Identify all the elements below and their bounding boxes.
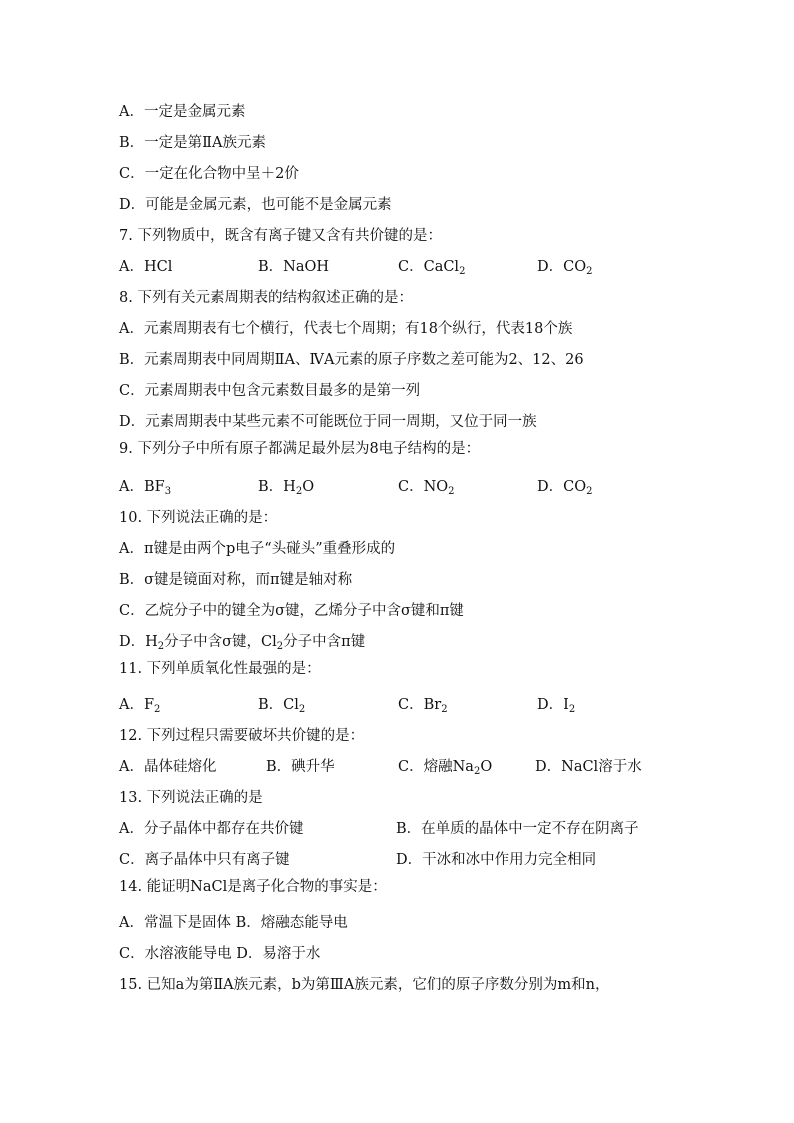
q6-option-a: A．一定是金属元素 <box>119 104 246 120</box>
q11-option-a: A．$F_2$ <box>119 697 161 715</box>
q9-option-d: D．$CO_2$ <box>537 479 593 497</box>
q13-option-a: A．分子晶体中都存在共价键 <box>119 821 304 837</box>
q8-stem: 8. 下列有关元素周期表的结构叙述正确的是： <box>119 290 413 306</box>
q8-option-b: B．元素周期表中同周期ⅡA、ⅣA元素的原子序数之差可能为2、12、26 <box>119 352 584 368</box>
q9-stem: 9. 下列分子中所有原子都满足最外层为8电子结构的是： <box>119 441 481 457</box>
q13-option-c: C．离子晶体中只有离子键 <box>119 852 290 868</box>
q14-options-row2: C．水溶液能导电 D．易溶于水 <box>119 946 321 962</box>
q9-option-b: B．$H_2O$ <box>258 479 315 497</box>
q10-option-a: A．π键是由两个p电子“头碰头”重叠形成的 <box>119 541 396 557</box>
q12-option-d: D．NaCl溶于水 <box>535 759 642 775</box>
q12-option-b: B．碘升华 <box>266 759 335 775</box>
q7-option-c: C．CaCl$_2$ <box>398 259 466 277</box>
q6-option-b: B．一定是第ⅡA族元素 <box>119 135 266 151</box>
q7-option-d: D．$CO_2$ <box>537 259 593 277</box>
q8-option-d: D．元素周期表中某些元素不可能既位于同一周期，又位于同一族 <box>119 414 537 430</box>
q11-option-c: C．$Br_2$ <box>398 697 448 715</box>
q9-option-c: C．$NO_2$ <box>398 479 455 497</box>
q12-option-a: A．晶体硅熔化 <box>119 759 217 775</box>
q7-option-a: A．HCl <box>119 259 173 275</box>
q6-option-c: C．一定在化合物中呈＋2价 <box>119 166 299 182</box>
q12-stem: 12. 下列过程只需要破坏共价键的是： <box>119 728 365 744</box>
q10-stem: 10. 下列说法正确的是： <box>119 510 278 526</box>
q10-option-d: D．$H_2$分子中含σ键，$Cl_2$分子中含π键 <box>119 634 366 652</box>
q14-options-row1: A．常温下是固体 B．熔融态能导电 <box>119 915 348 931</box>
q7-option-b: B．NaOH <box>258 259 330 275</box>
q14-stem: 14. 能证明NaCl是离子化合物的事实是： <box>119 879 387 895</box>
q7-stem: 7. 下列物质中，既含有离子键又含有共价键的是： <box>119 228 442 244</box>
q10-option-c: C．乙烷分子中的键全为σ键，乙烯分子中含σ键和π键 <box>119 603 464 619</box>
q13-stem: 13. 下列说法正确的是 <box>119 790 263 806</box>
q13-option-d: D．干冰和冰中作用力完全相同 <box>396 852 597 868</box>
q15-stem: 15. 已知a为第ⅡA族元素，b为第ⅢA族元素，它们的原子序数分别为m和n， <box>119 977 610 993</box>
q11-stem: 11. 下列单质氧化性最强的是： <box>119 661 321 677</box>
q8-option-c: C．元素周期表中包含元素数目最多的是第一列 <box>119 383 421 399</box>
q9-option-a: A．$BF_3$ <box>119 479 172 497</box>
q11-option-d: D．$I_2$ <box>537 697 576 715</box>
q12-option-c: C．熔融$Na_2O$ <box>398 759 493 777</box>
q13-option-b: B．在单质的晶体中一定不存在阴离子 <box>396 821 639 837</box>
q10-option-b: B．σ键是镜面对称，而π键是轴对称 <box>119 572 353 588</box>
q6-option-d: D．可能是金属元素，也可能不是金属元素 <box>119 197 392 213</box>
q11-option-b: B．$Cl_2$ <box>258 697 306 715</box>
q8-option-a: A．元素周期表有七个横行，代表七个周期；有18个纵行，代表18个族 <box>119 321 573 337</box>
